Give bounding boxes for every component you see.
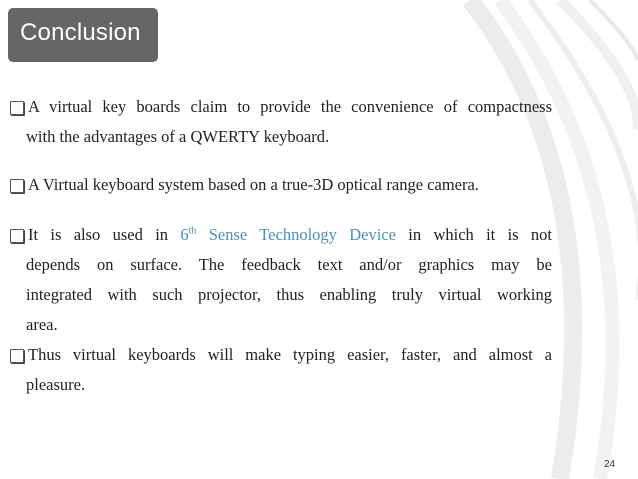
checkbox-bullet-icon [10,349,24,363]
bullet-continuation: depends on surface. The feedback text and/or graphics may be [26,255,552,274]
bullet-list [10,92,552,400]
bullet-continuation: with the advantages of a QWERTY keyboard. [26,127,330,146]
bullet-text: A Virtual keyboard system based on a true-3D optical range camera. [28,175,479,194]
title-banner [8,8,158,62]
bullet-text: It is also used in 6th Sense Technology Device in which it is not [28,225,553,244]
bullet-item [10,220,552,250]
bullet-item [10,92,552,122]
bullet-text: A virtual key boards claim to provide the convenience of compactness [28,97,552,116]
page-number: 24 [604,459,616,470]
bullet-continuation: area. [26,315,58,334]
bullet-item [10,170,552,200]
highlight-6th: 6 [180,225,189,244]
checkbox-bullet-icon [10,229,24,243]
checkbox-bullet-icon [10,179,24,193]
superscript-th: th [188,225,197,237]
bullet-continuation: integrated with such projector, thus enabling truly virtual working [26,285,552,304]
slide-title: Conclusion [20,19,141,46]
bullet-item [10,340,552,370]
bullet-text: Thus virtual keyboards will make typing easier, faster, and almost a [28,345,552,364]
checkbox-bullet-icon [10,101,24,115]
bullet-continuation: pleasure. [26,375,86,394]
highlight-sense-technology: Sense Technology Device [196,225,396,244]
